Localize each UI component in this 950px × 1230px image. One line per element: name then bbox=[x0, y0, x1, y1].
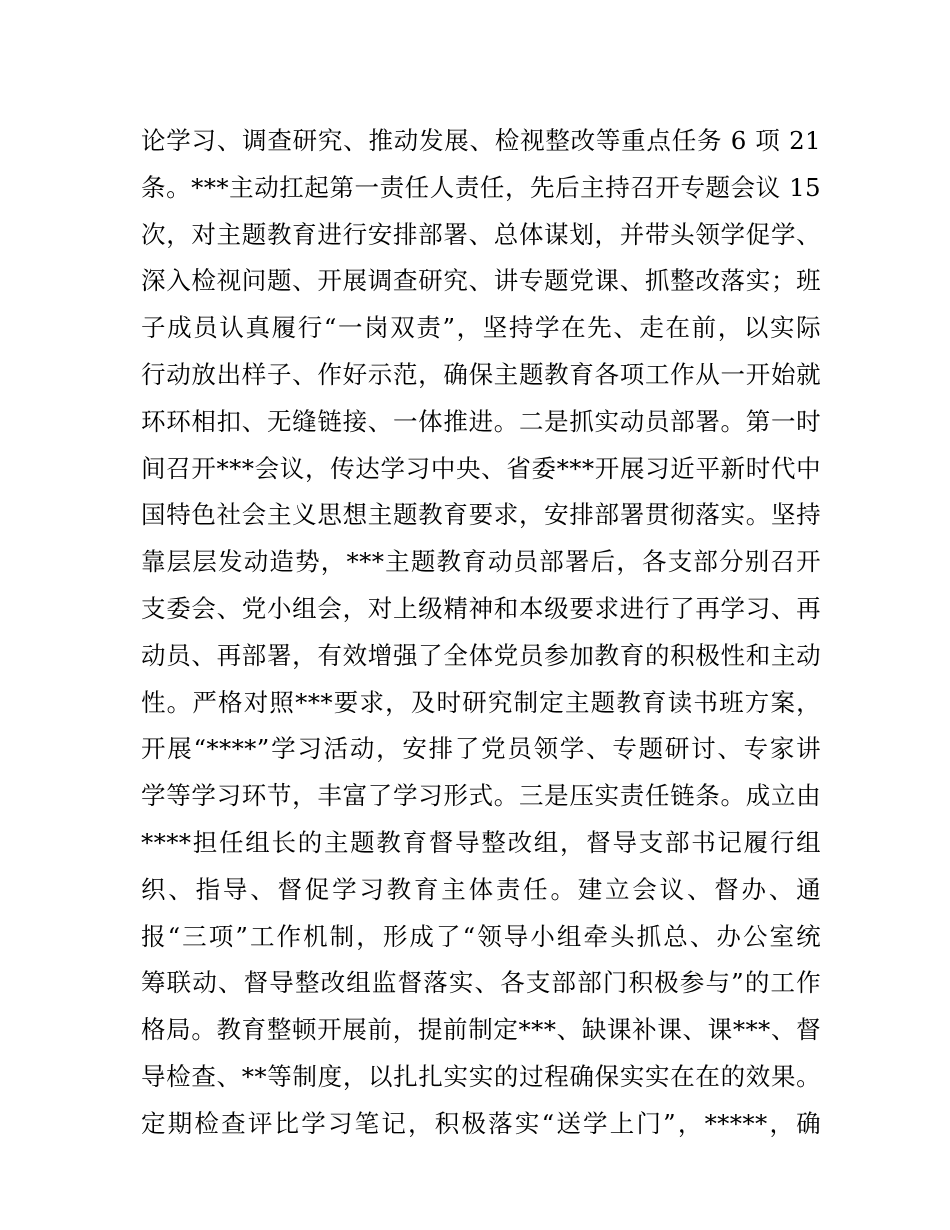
text-line: 国特色社会主义思想主题教育要求，安排部署贯彻落实。坚持 bbox=[141, 500, 821, 530]
text-line: 间召开***会议，传达学习中央、省委***开展习近平新时代中 bbox=[141, 453, 821, 483]
text-line: 定期检查评比学习笔记，积极落实“送学上门”，*****，确 bbox=[141, 1108, 821, 1138]
text-line: 筹联动、督导整改组监督落实、各支部部门积极参与”的工作 bbox=[141, 968, 821, 998]
text-line: 行动放出样子、作好示范，确保主题教育各项工作从一开始就 bbox=[141, 359, 821, 389]
text-line: 动员、再部署，有效增强了全体党员参加教育的积极性和主动 bbox=[141, 640, 821, 670]
text-line: 子成员认真履行“一岗双责”，坚持学在先、走在前，以实际 bbox=[141, 313, 821, 343]
text-line: 报“三项”工作机制，形成了“领导小组牵头抓总、办公室统 bbox=[141, 921, 821, 951]
text-line: 开展“****”学习活动，安排了党员领学、专题研讨、专家讲 bbox=[141, 734, 821, 764]
text-line: 条。***主动扛起第一责任人责任，先后主持召开专题会议 15 bbox=[141, 172, 821, 202]
body-text bbox=[141, 118, 821, 1148]
text-line: 深入检视问题、开展调查研究、讲专题党课、抓整改落实；班 bbox=[141, 266, 821, 296]
text-line: 支委会、党小组会，对上级精神和本级要求进行了再学习、再 bbox=[141, 593, 821, 623]
text-line: 学等学习环节，丰富了学习形式。三是压实责任链条。成立由 bbox=[141, 781, 821, 811]
text-line: 次，对主题教育进行安排部署、总体谋划，并带头领学促学、 bbox=[141, 219, 821, 249]
text-line: 论学习、调查研究、推动发展、检视整改等重点任务 6 项 21 bbox=[141, 126, 821, 155]
text-line: 靠层层发动造势，***主题教育动员部署后，各支部分别召开 bbox=[141, 547, 821, 577]
text-line: 环环相扣、无缝链接、一体推进。二是抓实动员部署。第一时 bbox=[141, 406, 821, 436]
text-line: 织、指导、督促学习教育主体责任。建立会议、督办、通 bbox=[141, 874, 821, 904]
text-line: 导检查、**等制度，以扎扎实实的过程确保实实在在的效果。 bbox=[141, 1061, 821, 1091]
text-line: 格局。教育整顿开展前，提前制定***、缺课补课、课***、督 bbox=[141, 1015, 821, 1045]
text-line: 性。严格对照***要求，及时研究制定主题教育读书班方案， bbox=[141, 687, 821, 717]
text-line: ****担任组长的主题教育督导整改组，督导支部书记履行组 bbox=[141, 827, 821, 857]
